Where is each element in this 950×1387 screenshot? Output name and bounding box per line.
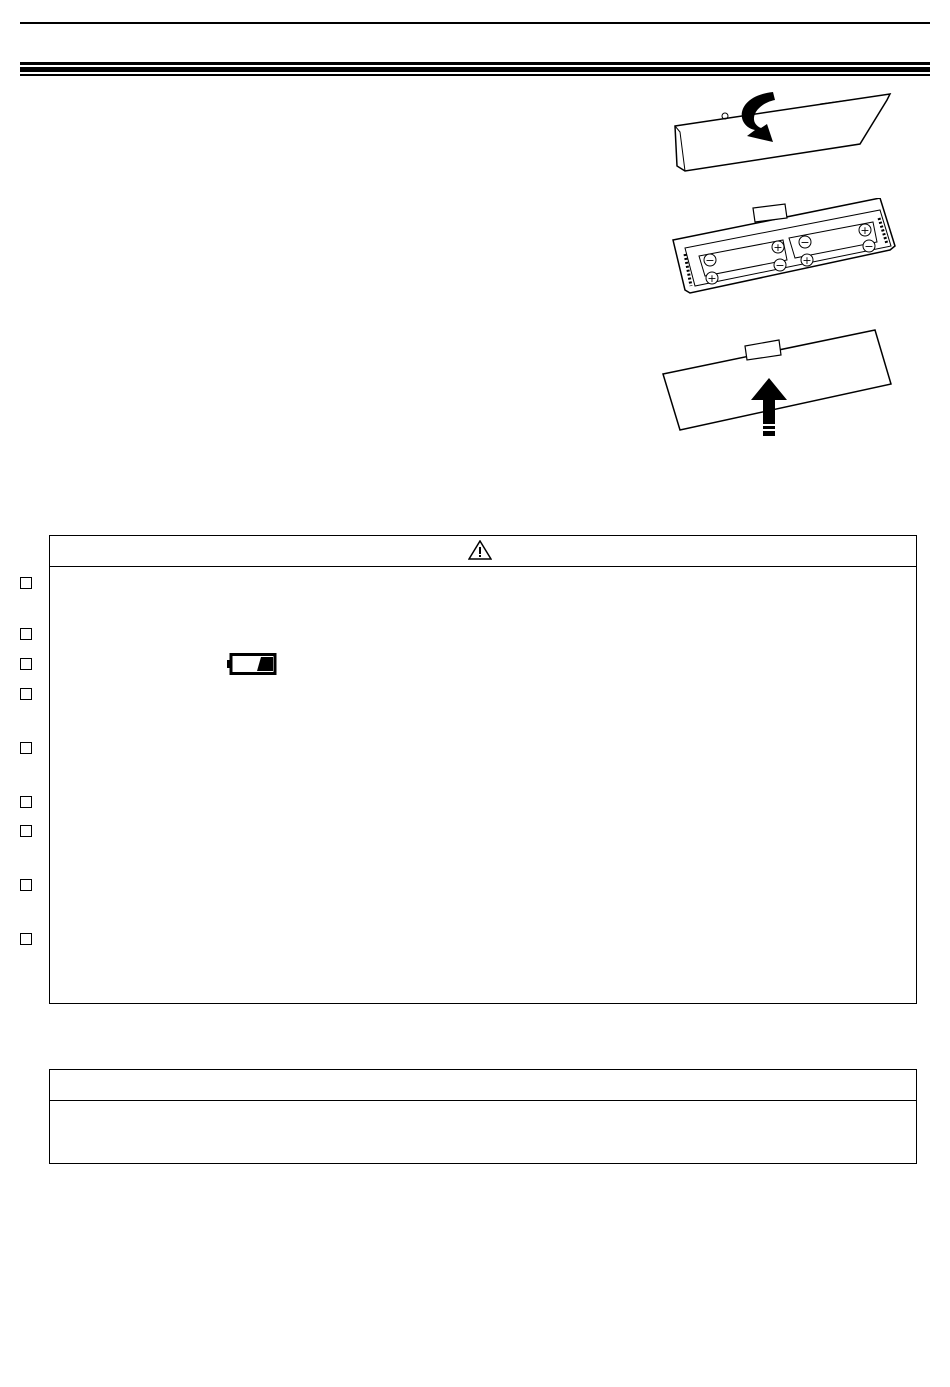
checkbox-icon <box>20 688 32 700</box>
caution-item <box>20 933 42 945</box>
battery-cover-removal-illustration <box>655 86 900 178</box>
caution-header <box>50 536 916 567</box>
caution-item <box>20 688 42 700</box>
battery-cover-replacement-illustration <box>655 328 900 446</box>
checkbox-icon <box>20 628 32 640</box>
checkbox-icon <box>20 933 32 945</box>
low-battery-icon <box>227 653 277 680</box>
note-header <box>50 1070 916 1101</box>
svg-text:+: + <box>860 224 870 237</box>
svg-text:+: + <box>707 272 717 285</box>
note-body <box>50 1101 916 1117</box>
checkbox-icon <box>20 879 32 891</box>
svg-text:−: − <box>705 254 715 267</box>
checkbox-icon <box>20 825 32 837</box>
caution-box <box>49 535 917 1004</box>
caution-item <box>20 796 42 808</box>
caution-item <box>20 742 42 754</box>
checkbox-icon <box>20 577 32 589</box>
caution-item <box>20 628 42 640</box>
caution-item <box>20 577 42 589</box>
svg-text:+: + <box>802 254 812 267</box>
note-box <box>49 1069 917 1164</box>
warning-triangle-icon <box>468 540 492 563</box>
caution-item <box>20 825 42 837</box>
caution-item <box>20 658 42 670</box>
svg-text:−: − <box>800 236 810 249</box>
header-rule-thin <box>20 22 930 24</box>
svg-text:−: − <box>864 240 874 253</box>
svg-text:+: + <box>773 241 783 254</box>
checkbox-icon <box>20 658 32 670</box>
checkbox-icon <box>20 796 32 808</box>
svg-text:−: − <box>775 259 785 272</box>
checkbox-icon <box>20 742 32 754</box>
caution-item <box>20 879 42 891</box>
battery-insertion-illustration <box>655 198 905 298</box>
